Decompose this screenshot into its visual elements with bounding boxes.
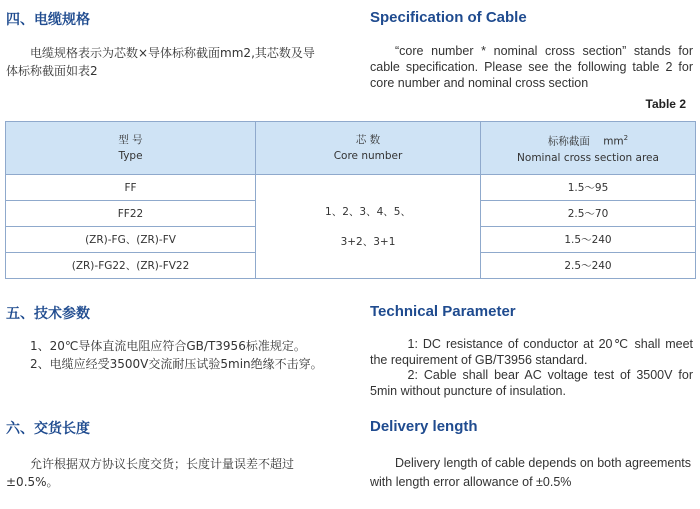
section5-item1-en: 1: DC resistance of conductor at 20℃ shall meet the requirement of GB/T3956 standard.	[370, 337, 693, 367]
section6-title-en: Delivery length	[370, 418, 478, 435]
core-line-2: 3+2、3+1	[340, 235, 396, 248]
section-cell: 1.5～95	[481, 175, 696, 201]
section5-item2-cn: 2、电缆应经受3500V交流耐压试验5min绝缘不击穿。	[30, 357, 323, 371]
header-core-en: Core number	[333, 150, 403, 162]
table-row	[6, 175, 696, 201]
table-label: Table 2	[645, 97, 686, 111]
header-core	[256, 122, 481, 175]
table-header-row	[6, 122, 696, 175]
section6-body-cn: 允许根据双方协议长度交货；长度计量误差不超过±0.5%。	[6, 457, 295, 489]
core-number-cell	[256, 175, 481, 279]
core-line-1: 1、2、3、4、5、	[325, 205, 411, 218]
header-section-cn: 标称截面	[547, 135, 590, 148]
section4-body-en: “core number * nominal cross section” stands for cable specification. Please see the following table 2 for core number and nominal cross section	[370, 44, 693, 90]
section-cell: 2.5～70	[481, 201, 696, 227]
section-cell: 2.5～240	[481, 253, 696, 279]
header-section-cn-line	[481, 130, 695, 150]
section4-body-cn: 电缆规格表示为芯数×导体标称截面mm2,其芯数及导体标称截面如表2	[6, 46, 315, 78]
section-cell: 1.5～240	[481, 227, 696, 253]
type-cell: (ZR)-FG、(ZR)-FV	[6, 227, 256, 253]
spec-table	[5, 121, 696, 279]
section5-title-cn: 五、技术参数	[6, 306, 90, 322]
header-section-en: Nominal cross section area	[517, 151, 659, 164]
header-type	[6, 122, 256, 175]
header-type-cn: 型 号	[118, 134, 143, 146]
section5-item2-en: 2: Cable shall bear AC voltage test of 3500V for 5min without puncture of insulation.	[370, 368, 693, 398]
type-cell: (ZR)-FG22、(ZR)-FV22	[6, 253, 256, 279]
section6-title-cn: 六、交货长度	[6, 421, 90, 437]
type-cell: FF22	[6, 201, 256, 227]
header-core-cn: 芯 数	[355, 134, 381, 146]
section4-title-cn: 四、电缆规格	[6, 12, 90, 28]
section4-title-en: Specification of Cable	[370, 9, 527, 26]
section5-title-en: Technical Parameter	[370, 303, 516, 320]
type-cell: FF	[6, 175, 256, 201]
header-type-en: Type	[118, 150, 143, 162]
header-section-sup: 2	[623, 134, 629, 143]
header-section-unit: mm	[603, 135, 624, 148]
section5-item1-cn: 1、20℃导体直流电阻应符合GB/T3956标准规定。	[30, 339, 306, 353]
section6-body-en: Delivery length of cable depends on both agreements with length error allowance of ±0.5%	[370, 456, 692, 489]
header-section	[481, 122, 696, 175]
